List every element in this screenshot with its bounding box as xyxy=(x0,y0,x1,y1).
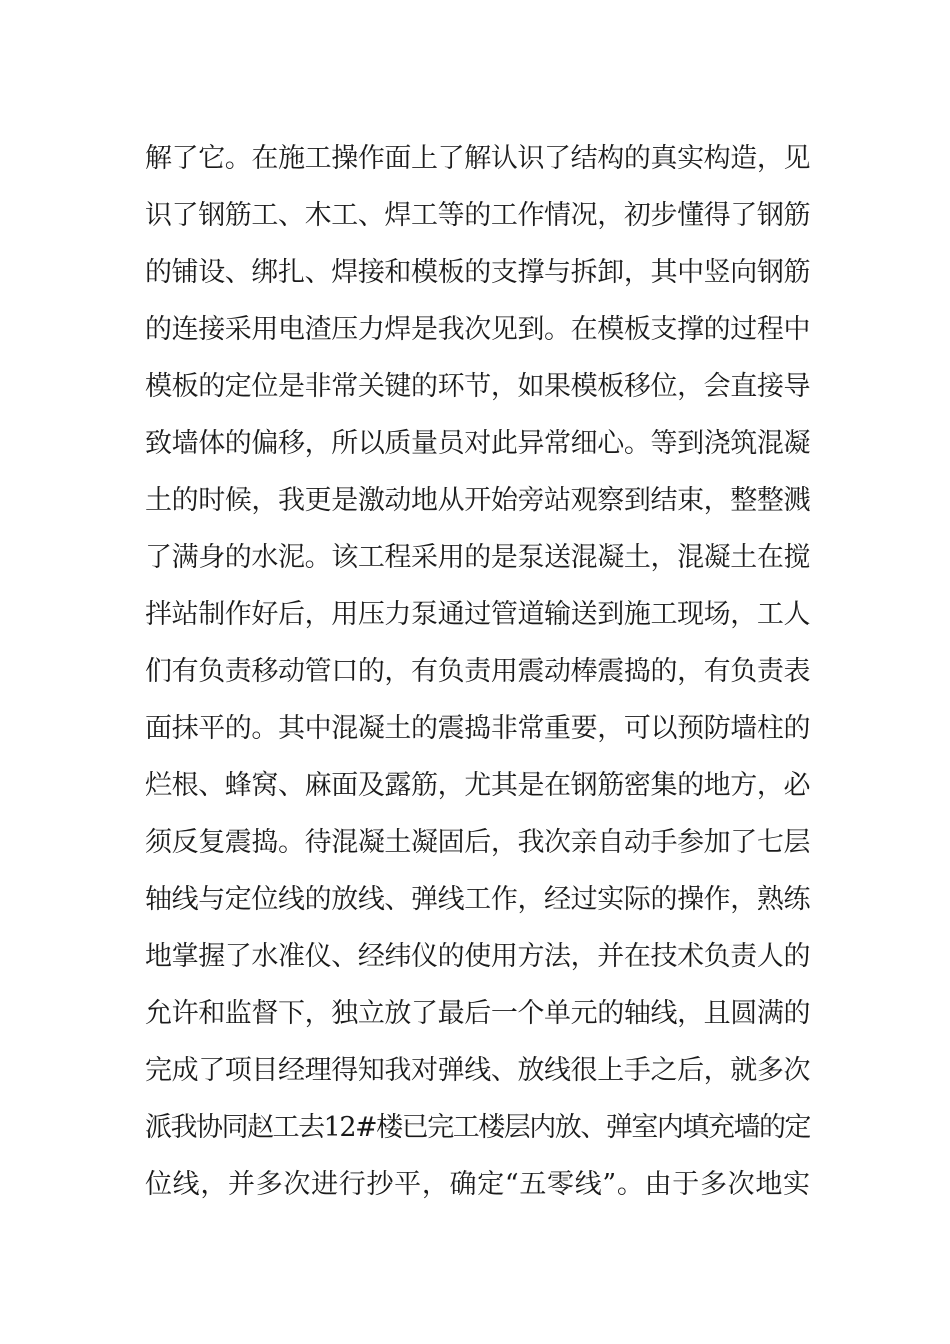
text-line: 了满身的水泥。该工程采用的是泵送混凝土，混凝土在搅 xyxy=(145,542,810,573)
text-line: 识了钢筋工、木工、焊工等的工作情况，初步懂得了钢筋 xyxy=(145,200,810,231)
text-line: 致墙体的偏移，所以质量员对此异常细心。等到浇筑混凝 xyxy=(145,428,810,459)
text-line: 拌站制作好后，用压力泵通过管道输送到施工现场，工人 xyxy=(145,599,810,630)
text-line: 的连接采用电渣压力焊是我次见到。在模板支撑的过程中 xyxy=(145,314,810,345)
text-line: 模板的定位是非常关键的环节，如果模板移位，会直接导 xyxy=(145,371,810,402)
text-line: 烂根、蜂窝、麻面及露筋，尤其是在钢筋密集的地方，必 xyxy=(145,770,810,801)
text-line: 完成了项目经理得知我对弹线、放线很上手之后，就多次 xyxy=(145,1055,810,1086)
text-line: 地掌握了水准仪、经纬仪的使用方法，并在技术负责人的 xyxy=(145,941,810,972)
body-paragraph xyxy=(145,130,810,1213)
text-line: 解了它。在施工操作面上了解认识了结构的真实构造，见 xyxy=(145,143,810,174)
text-line: 的铺设、绑扎、焊接和模板的支撑与拆卸，其中竖向钢筋 xyxy=(145,257,810,288)
text-line: 面抹平的。其中混凝土的震捣非常重要，可以预防墙柱的 xyxy=(145,713,810,744)
text-line: 位线，并多次进行抄平，确定“五零线”。由于多次地实 xyxy=(145,1169,810,1200)
text-line: 派我协同赵工去12#楼已完工楼层内放、弹室内填充墙的定 xyxy=(145,1112,810,1143)
text-line: 们有负责移动管口的，有负责用震动棒震捣的，有负责表 xyxy=(145,656,810,687)
text-line: 土的时候，我更是激动地从开始旁站观察到结束，整整溅 xyxy=(145,485,810,516)
text-line: 允许和监督下，独立放了最后一个单元的轴线，且圆满的 xyxy=(145,998,810,1029)
text-line: 须反复震捣。待混凝土凝固后，我次亲自动手参加了七层 xyxy=(145,827,810,858)
text-line: 轴线与定位线的放线、弹线工作，经过实际的操作，熟练 xyxy=(145,884,810,915)
